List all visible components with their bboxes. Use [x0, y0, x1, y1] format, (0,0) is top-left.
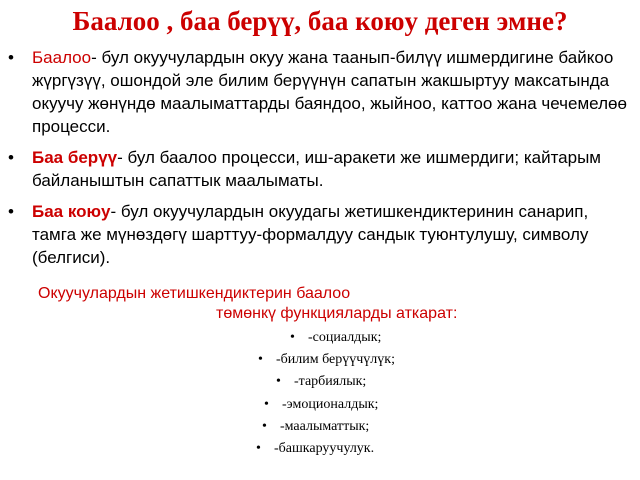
function-label: -эмоционалдык;	[282, 397, 379, 412]
function-item	[262, 419, 369, 435]
definition-text: - бул окуучулардын окуудагы жетишкендиктеринин санарип, тамга же мүнөздөгү шарттуу-формалдуу сандык туюнтулушу, символу (белгиси).	[32, 202, 589, 267]
definitions-list	[8, 46, 634, 277]
bullet-icon: •	[256, 441, 261, 456]
definition-baa-beruu	[8, 146, 634, 192]
bullet-icon: •	[276, 374, 281, 389]
definition-text: - бул баалоо процесси, иш-аракети же ишмердиги; кайтарым байланыштын сапаттык маалыматы.	[32, 148, 601, 190]
function-item	[264, 397, 378, 413]
slide-title: Баалоо , баа берүү, баа коюу деген эмне?	[72, 6, 568, 36]
bullet-icon: •	[8, 48, 14, 67]
function-label: -социалдык;	[308, 330, 382, 345]
functions-intro-line1: Окуучулардын жетишкендиктерин баалоо	[38, 285, 351, 302]
bullet-icon: •	[8, 148, 14, 167]
functions-intro-line2: төмөнкү функцияларды аткарат:	[216, 305, 458, 322]
definition-baa-koyuu	[8, 200, 634, 269]
definition-term: Баалоо	[32, 48, 92, 67]
definition-text: - бул окуучулардын окуу жана таанып-билүү ишмердигине байкоо жүргүзүү, ошондой эле билим берүүнүн сапатын жакшыртуу максатында окуучу жөнүндө маалыматтарды баяндоо, жыйноо, каттоо жана чечемелөө процесси.	[32, 48, 627, 136]
function-item	[276, 374, 366, 390]
function-item	[258, 352, 395, 368]
function-label: -маалыматтык;	[280, 419, 370, 434]
bullet-icon: •	[258, 352, 263, 367]
function-label: -билим берүүчүлүк;	[276, 352, 395, 367]
bullet-icon: •	[264, 397, 269, 412]
bullet-icon: •	[8, 202, 14, 221]
function-label: -башкаруучулук.	[274, 441, 375, 456]
function-item	[290, 330, 381, 346]
bullet-icon: •	[262, 419, 267, 434]
definition-term: Баа берүү	[32, 148, 118, 167]
functions-intro	[38, 284, 598, 324]
function-label: -тарбиялык;	[294, 374, 367, 389]
definition-term: Баа коюу	[32, 202, 111, 221]
definition-baaloo	[8, 46, 634, 138]
function-item	[256, 441, 374, 457]
bullet-icon: •	[290, 330, 295, 345]
